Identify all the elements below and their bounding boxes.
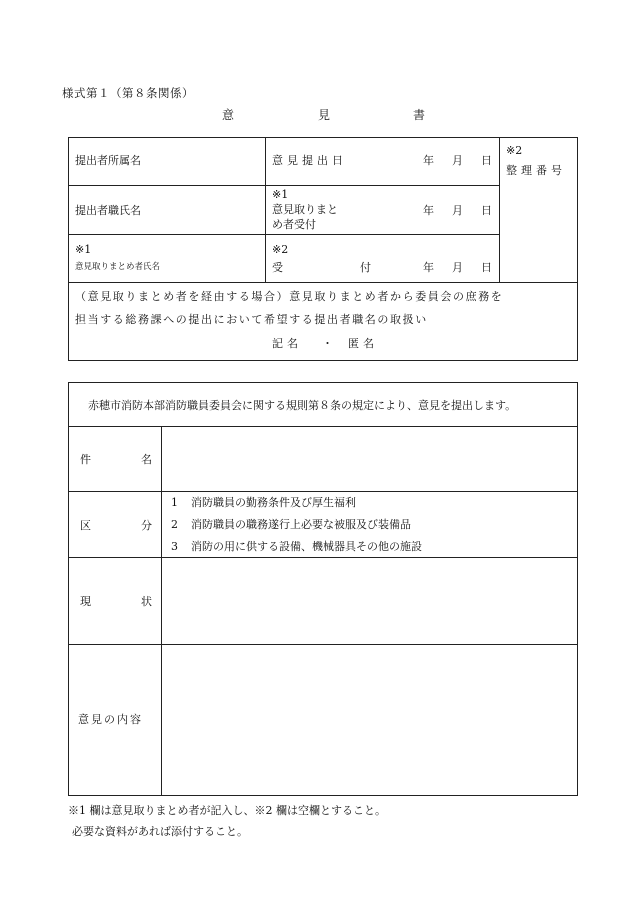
date-year-unit: 年	[423, 154, 434, 167]
subject-label-b: 名	[141, 453, 152, 466]
submitter-title-name-label: 提出者職氏名	[75, 204, 141, 217]
coordinator-receipt-mark: ※1	[272, 188, 289, 201]
reception-year-unit: 年	[423, 261, 434, 274]
title-char-3: 書	[413, 108, 426, 122]
status-label-b: 状	[141, 595, 152, 608]
category-num-2: 2	[171, 518, 178, 531]
coordinator-receipt-label-line1: 意見取りまと	[272, 203, 338, 216]
date-day-unit: 日	[481, 154, 492, 167]
handling-text-line1: （意見取りまとめ者を経由する場合）意見取りまとめ者から委員会の庶務を	[75, 290, 504, 303]
reception-month-unit: 月	[452, 261, 463, 274]
reception-day-unit: 日	[481, 261, 492, 274]
submitter-affiliation-label: 提出者所属名	[75, 154, 141, 167]
receipt-year-unit: 年	[423, 204, 434, 217]
handling-choice-named: 記名	[272, 337, 302, 350]
category-item-1: 消防職員の勤務条件及び厚生福利	[191, 496, 356, 509]
receipt-day-unit: 日	[481, 204, 492, 217]
receipt-month-unit: 月	[452, 204, 463, 217]
note-2: 必要な資料があれば添付すること。	[72, 825, 248, 838]
coordinator-receipt-label-line2: め者受付	[272, 218, 316, 231]
category-num-3: 3	[171, 540, 178, 553]
category-item-2: 消防職員の職務遂行上必要な被服及び装備品	[191, 518, 411, 531]
statement-text: 赤穂市消防本部消防職員委員会に関する規則第８条の規定により、意見を提出します。	[88, 399, 517, 412]
handling-text-line2: 担当する総務課への提出において希望する提出者職名の取扱い	[75, 313, 428, 326]
category-item-3: 消防の用に供する設備、機械器具その他の施設	[191, 540, 422, 553]
coordinator-name-mark: ※1	[75, 243, 92, 256]
handling-choice-anonymous: 匿名	[348, 337, 378, 350]
date-month-unit: 月	[452, 154, 463, 167]
status-label-a: 現	[80, 595, 91, 608]
opinion-label: 意見の内容	[78, 713, 143, 726]
reception-label-a: 受	[272, 261, 283, 274]
subject-label-a: 件	[80, 453, 91, 466]
reception-label-b: 付	[360, 261, 371, 274]
reception-mark: ※2	[272, 243, 289, 256]
coordinator-name-label: 意見取りまとめ者氏名	[75, 262, 161, 272]
reference-number-label: 整理番号	[506, 164, 566, 177]
category-num-1: 1	[171, 496, 178, 509]
title-char-1: 意	[222, 108, 235, 122]
reference-mark: ※2	[506, 144, 523, 157]
category-label-a: 区	[80, 519, 91, 532]
handling-choice-separator: ・	[322, 337, 333, 350]
title-char-2: 見	[318, 108, 331, 122]
form-number: 様式第１（第８条関係）	[62, 86, 194, 100]
submit-date-label: 意見提出日	[272, 154, 347, 167]
category-label-b: 分	[141, 519, 152, 532]
note-1: ※1 欄は意見取りまとめ者が記入し、※2 欄は空欄とすること。	[68, 804, 386, 817]
